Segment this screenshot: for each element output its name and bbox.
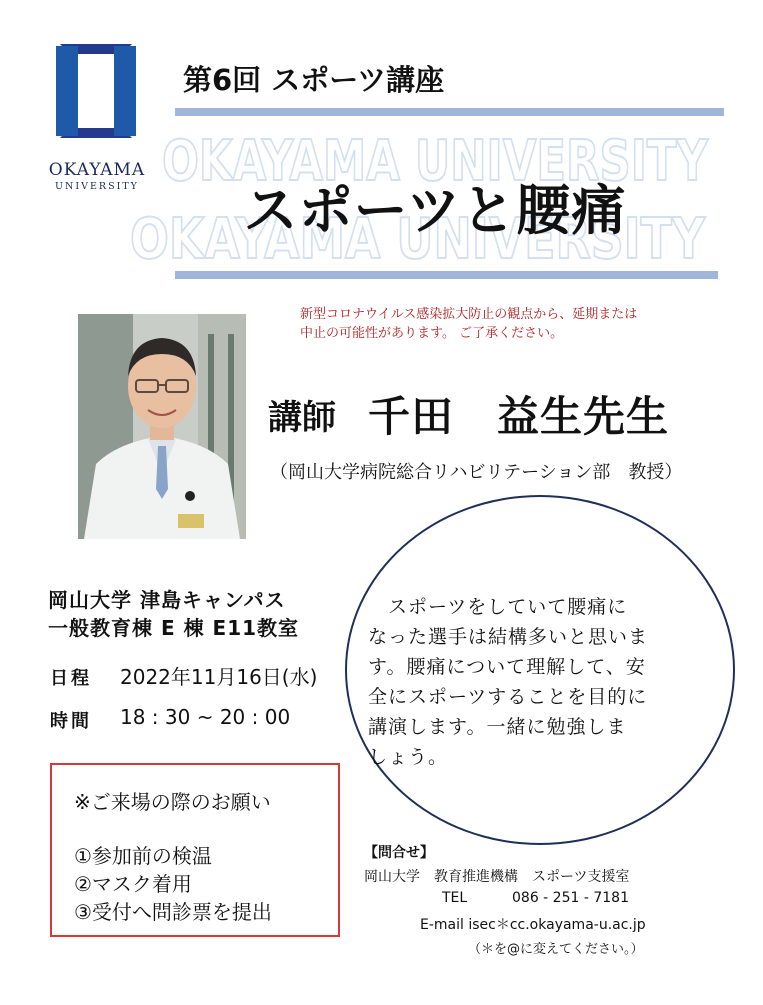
watermark-line-2: OKAYAMA UNIVERSITY [130, 207, 707, 268]
notice-line-2: 中止の可能性があります。 ご了承ください。 [300, 326, 564, 341]
description-line: 全にスポーツすることを目的に [368, 686, 648, 708]
okayama-university-logo-icon [56, 36, 136, 146]
request-item: ③受付へ問診票を提出 [74, 900, 272, 924]
requests-title: ※ご来場の際のお願い [74, 790, 271, 814]
description-text [368, 592, 718, 772]
contact-org: 岡山大学 教育推進機構 スポーツ支援室 [364, 869, 630, 885]
logo-sub: UNIVERSITY [55, 181, 139, 192]
speaker-photo [78, 314, 246, 539]
speaker-name: 千田 益生先生 [368, 392, 670, 441]
request-item: ①参加前の検温 [74, 844, 212, 868]
covid-notice [300, 305, 720, 343]
description-line: しょう。 [368, 746, 449, 768]
speaker-role: 講師 [268, 398, 336, 438]
contact-note: （＊を@に変えてください。） [468, 942, 644, 957]
description-line: なった選手は結構多いと思いま [368, 626, 649, 648]
description-line: す。腰痛について理解して、安 [368, 656, 646, 678]
contact-email: E-mail isec＊cc.okayama-u.ac.jp [420, 917, 646, 933]
watermark-line-1: OKAYAMA UNIVERSITY [162, 129, 710, 194]
venue-line-2: 一般教育棟 E 棟 E11教室 [48, 616, 300, 640]
description-line: 講演します。一緒に勉強しま [368, 716, 627, 738]
date-value: 2022年11月16日(水) [120, 665, 318, 689]
main-title: スポーツと腰痛 [243, 179, 627, 242]
venue-line-1: 岡山大学 津島キャンパス [48, 588, 286, 612]
date-label: 日程 [50, 668, 92, 689]
time-label: 時間 [50, 711, 92, 732]
speaker-affiliation: （岡山大学病院総合リハビリテーション部 教授） [270, 462, 683, 483]
series-title: 第6回 スポーツ講座 [183, 63, 445, 97]
time-value: 18 : 30 ~ 20 : 00 [120, 705, 291, 729]
header-rule-top [175, 108, 724, 116]
contact-tel-label: TEL [442, 890, 468, 906]
contact-tel: 086 - 251 - 7181 [512, 890, 629, 906]
contact-heading: 【問合せ】 [364, 845, 434, 861]
header-rule-bottom [175, 271, 718, 279]
request-item: ②マスク着用 [74, 872, 192, 896]
description-line: スポーツをしていて腰痛に [368, 596, 628, 618]
venue [48, 586, 299, 642]
logo-name: OKAYAMA [48, 160, 146, 180]
notice-line-1: 新型コロナウイルス感染拡大防止の観点から、延期または [300, 307, 638, 322]
